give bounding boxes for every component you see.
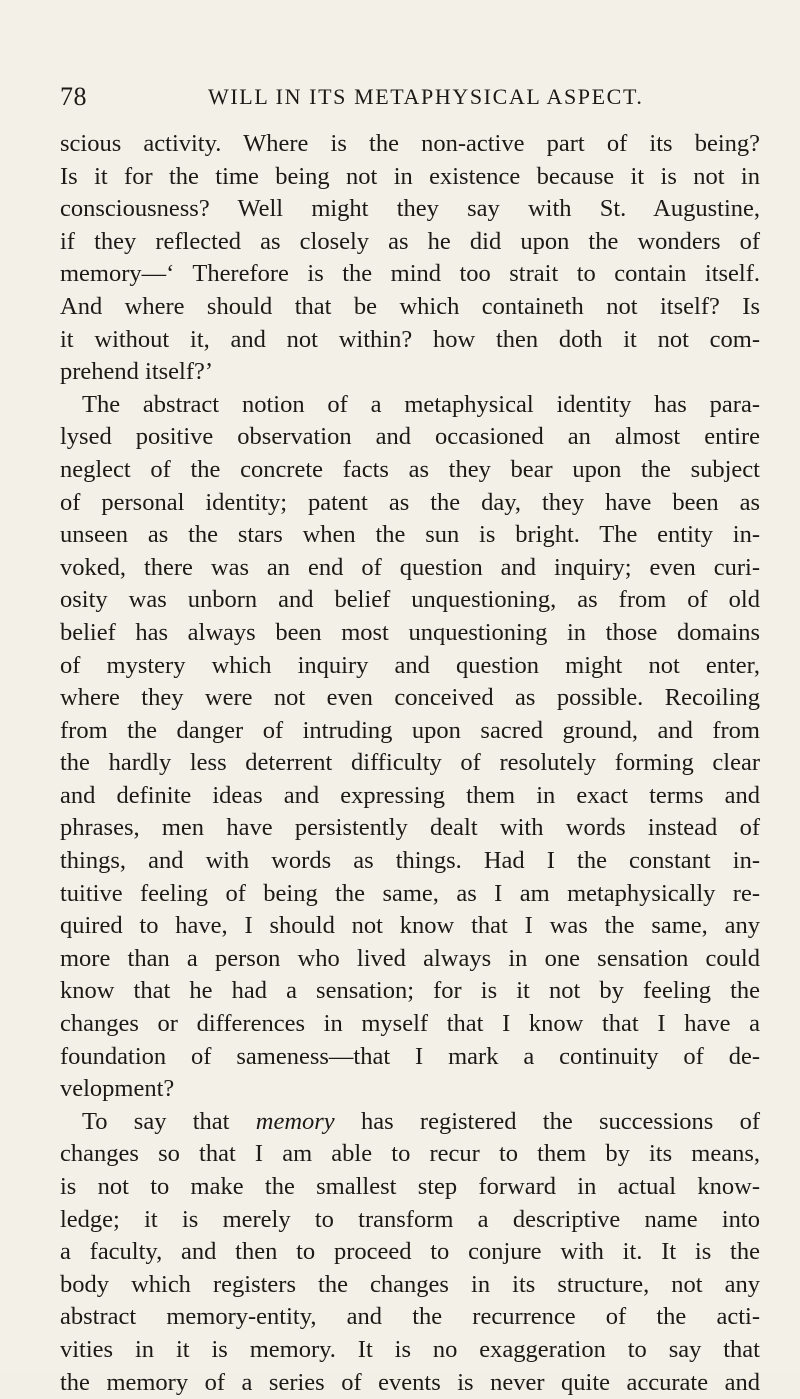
text-line: consciousness? Well might they say with St. Augustine, [60,195,760,223]
text-line: lysed positive observation and occasioned an almost entire [60,423,760,451]
text-line: more than a person who lived always in one sensation could [60,944,760,972]
text-line: abstract memory-entity, and the recurrence of the acti- [60,1303,760,1331]
text-line: And where should that be which containeth not itself? Is [60,292,760,320]
text-line: and definite ideas and expressing them in exact terms and [60,781,760,809]
text-line: memory—‘ Therefore is the mind too strait to contain itself. [60,260,760,288]
text-line: unseen as the stars when the sun is bright. The entity in- [60,521,760,549]
text-line: is not to make the smallest step forward in actual know- [60,1173,760,1200]
text-line: osity was unborn and belief unquestioning, as from of old [60,586,760,614]
text-line: if they reflected as closely as he did upon the wonders of [60,227,760,255]
text-line: Is it for the time being not in existence because it is not in [60,162,760,190]
text-line: ledge; it is merely to transform a descriptive name into [60,1205,760,1233]
text-line: prehend itself?’ [60,358,214,386]
body-text [60,128,760,1399]
running-head: WILL IN ITS METAPHYSICAL ASPECT. [208,84,644,109]
text-line: voked, there was an end of question and inquiry; even curi- [60,553,760,581]
text-line: tuitive feeling of being the same, as I am metaphysically re- [60,879,760,907]
text-line: things, and with words as things. Had I the constant in- [60,847,760,875]
text-line: velopment? [60,1075,175,1103]
text-line: where they were not even conceived as possible. Recoiling [60,684,760,712]
text-line: vities in it is memory. It is no exaggeration to say that [60,1335,760,1363]
text-line [60,1106,760,1139]
text-segment: To say that [82,1107,256,1135]
text-line: the memory of a series of events is never quite accurate and [60,1368,760,1396]
text-line: of personal identity; patent as the day, they have been as [60,488,760,516]
text-segment: has registered the successions of [334,1107,761,1135]
page-number: 78 [60,82,87,111]
text-line: foundation of sameness—that I mark a continuity of de- [60,1042,760,1070]
text-line: the hardly less deterrent difficulty of resolutely forming clear [60,749,760,777]
text-line: know that he had a sensation; for is it not by feeling the [60,977,760,1005]
emphasized-word: memory [255,1107,335,1135]
text-line: a faculty, and then to proceed to conjure with it. It is the [60,1238,760,1266]
text-line: scious activity. Where is the non-active part of its being? [60,130,760,157]
text-line: changes or differences in myself that I know that I have a [60,1010,760,1038]
text-line: body which registers the changes in its structure, not any [60,1270,760,1298]
text-line: The abstract notion of a metaphysical identity has para- [82,390,760,418]
text-line: neglect of the concrete facts as they bear upon the subject [60,455,760,483]
text-line: quired to have, I should not know that I was the same, any [60,912,760,940]
text-line: belief has always been most unquestioning in those domains [60,618,760,646]
text-line: changes so that I am able to recur to them by its means, [60,1140,760,1168]
page-header [60,82,750,116]
text-line: from the danger of intruding upon sacred ground, and from [60,716,760,744]
text-line: of mystery which inquiry and question might not enter, [60,651,760,679]
text-line: it without it, and not within? how then doth it not com- [60,325,760,353]
text-line: phrases, men have persistently dealt with words instead of [60,814,760,842]
